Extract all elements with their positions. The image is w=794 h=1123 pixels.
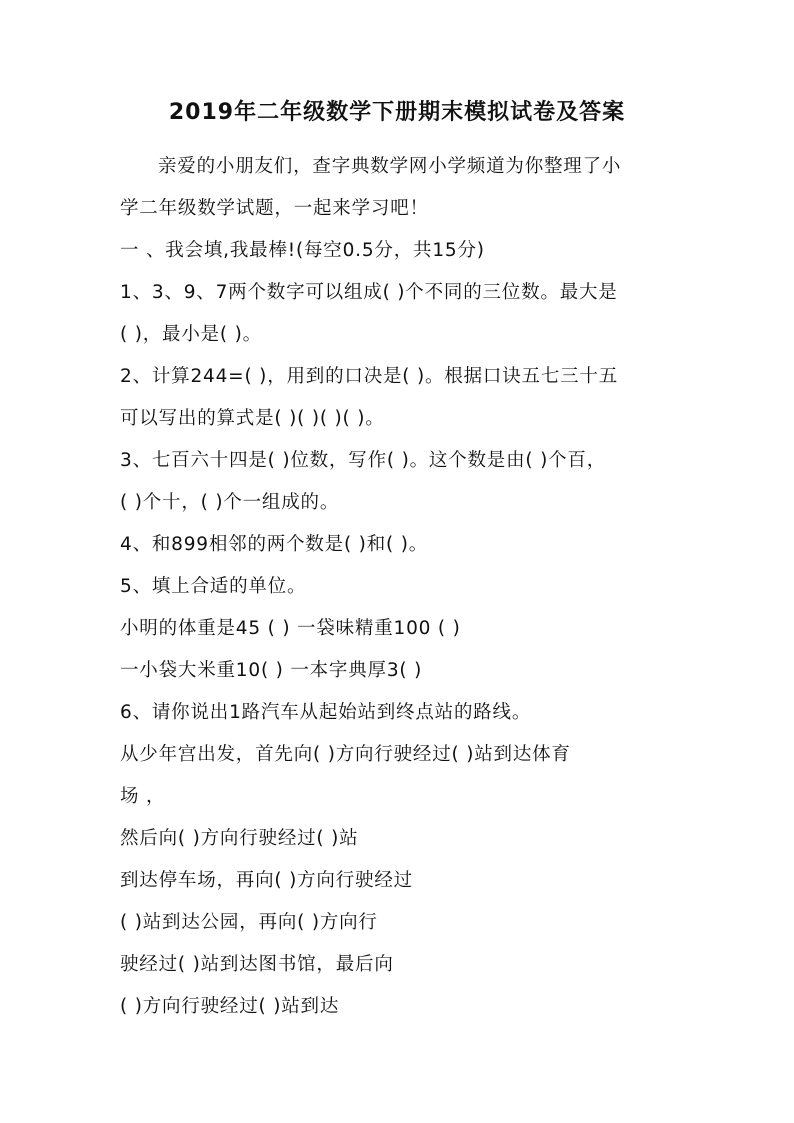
question-3-line-1: 3、七百六十四是( )位数，写作( )。这个数是由( )个百， <box>120 450 607 471</box>
question-5: 5、填上合适的单位。 <box>120 576 307 597</box>
question-3-line-2: ( )个十，( )个一组成的。 <box>120 492 340 513</box>
document-body <box>120 146 680 1028</box>
question-6-line-6: 驶经过( )站到达图书馆，最后向 <box>120 954 394 975</box>
question-1-line-2: ( )，最小是( )。 <box>120 324 262 345</box>
question-6-line-7: ( )方向行驶经过( )站到达 <box>120 996 340 1017</box>
question-4: 4、和899相邻的两个数是( )和( )。 <box>120 534 429 555</box>
question-2-line-2: 可以写出的算式是( )( )( )( )。 <box>120 408 385 429</box>
section-heading: 一 、我会填,我最棒!(每空0.5分，共15分) <box>120 240 485 261</box>
question-5-item-1: 小明的体重是45 ( ) 一袋味精重100 ( ) <box>120 618 461 639</box>
question-6: 6、请你说出1路汽车从起始站到终点站的路线。 <box>120 702 532 723</box>
intro-line-1: 亲爱的小朋友们，查字典数学网小学频道为你整理了小 <box>158 156 622 177</box>
question-6-line-4: 到达停车场，再向( )方向行驶经过 <box>120 870 413 891</box>
intro-line-2: 学二年级数学试题，一起来学习吧！ <box>120 198 429 219</box>
question-1-line-1: 1、3、9、7两个数字可以组成( )个不同的三位数。最大是 <box>120 282 618 303</box>
document-title: 2019年二年级数学下册期末模拟试卷及答案 <box>168 100 626 125</box>
question-2-line-1: 2、计算244=( )，用到的口决是( )。根据口诀五七三十五 <box>120 366 619 387</box>
question-6-line-5: ( )站到达公园，再向( )方向行 <box>120 912 378 933</box>
question-6-line-2: 场 ， <box>120 786 166 807</box>
question-6-line-3: 然后向( )方向行驶经过( )站 <box>120 828 359 849</box>
question-6-line-1: 从少年宫出发，首先向( )方向行驶经过( )站到达体育 <box>120 744 571 765</box>
question-5-item-2: 一小袋大米重10( ) 一本字典厚3( ) <box>120 660 423 681</box>
